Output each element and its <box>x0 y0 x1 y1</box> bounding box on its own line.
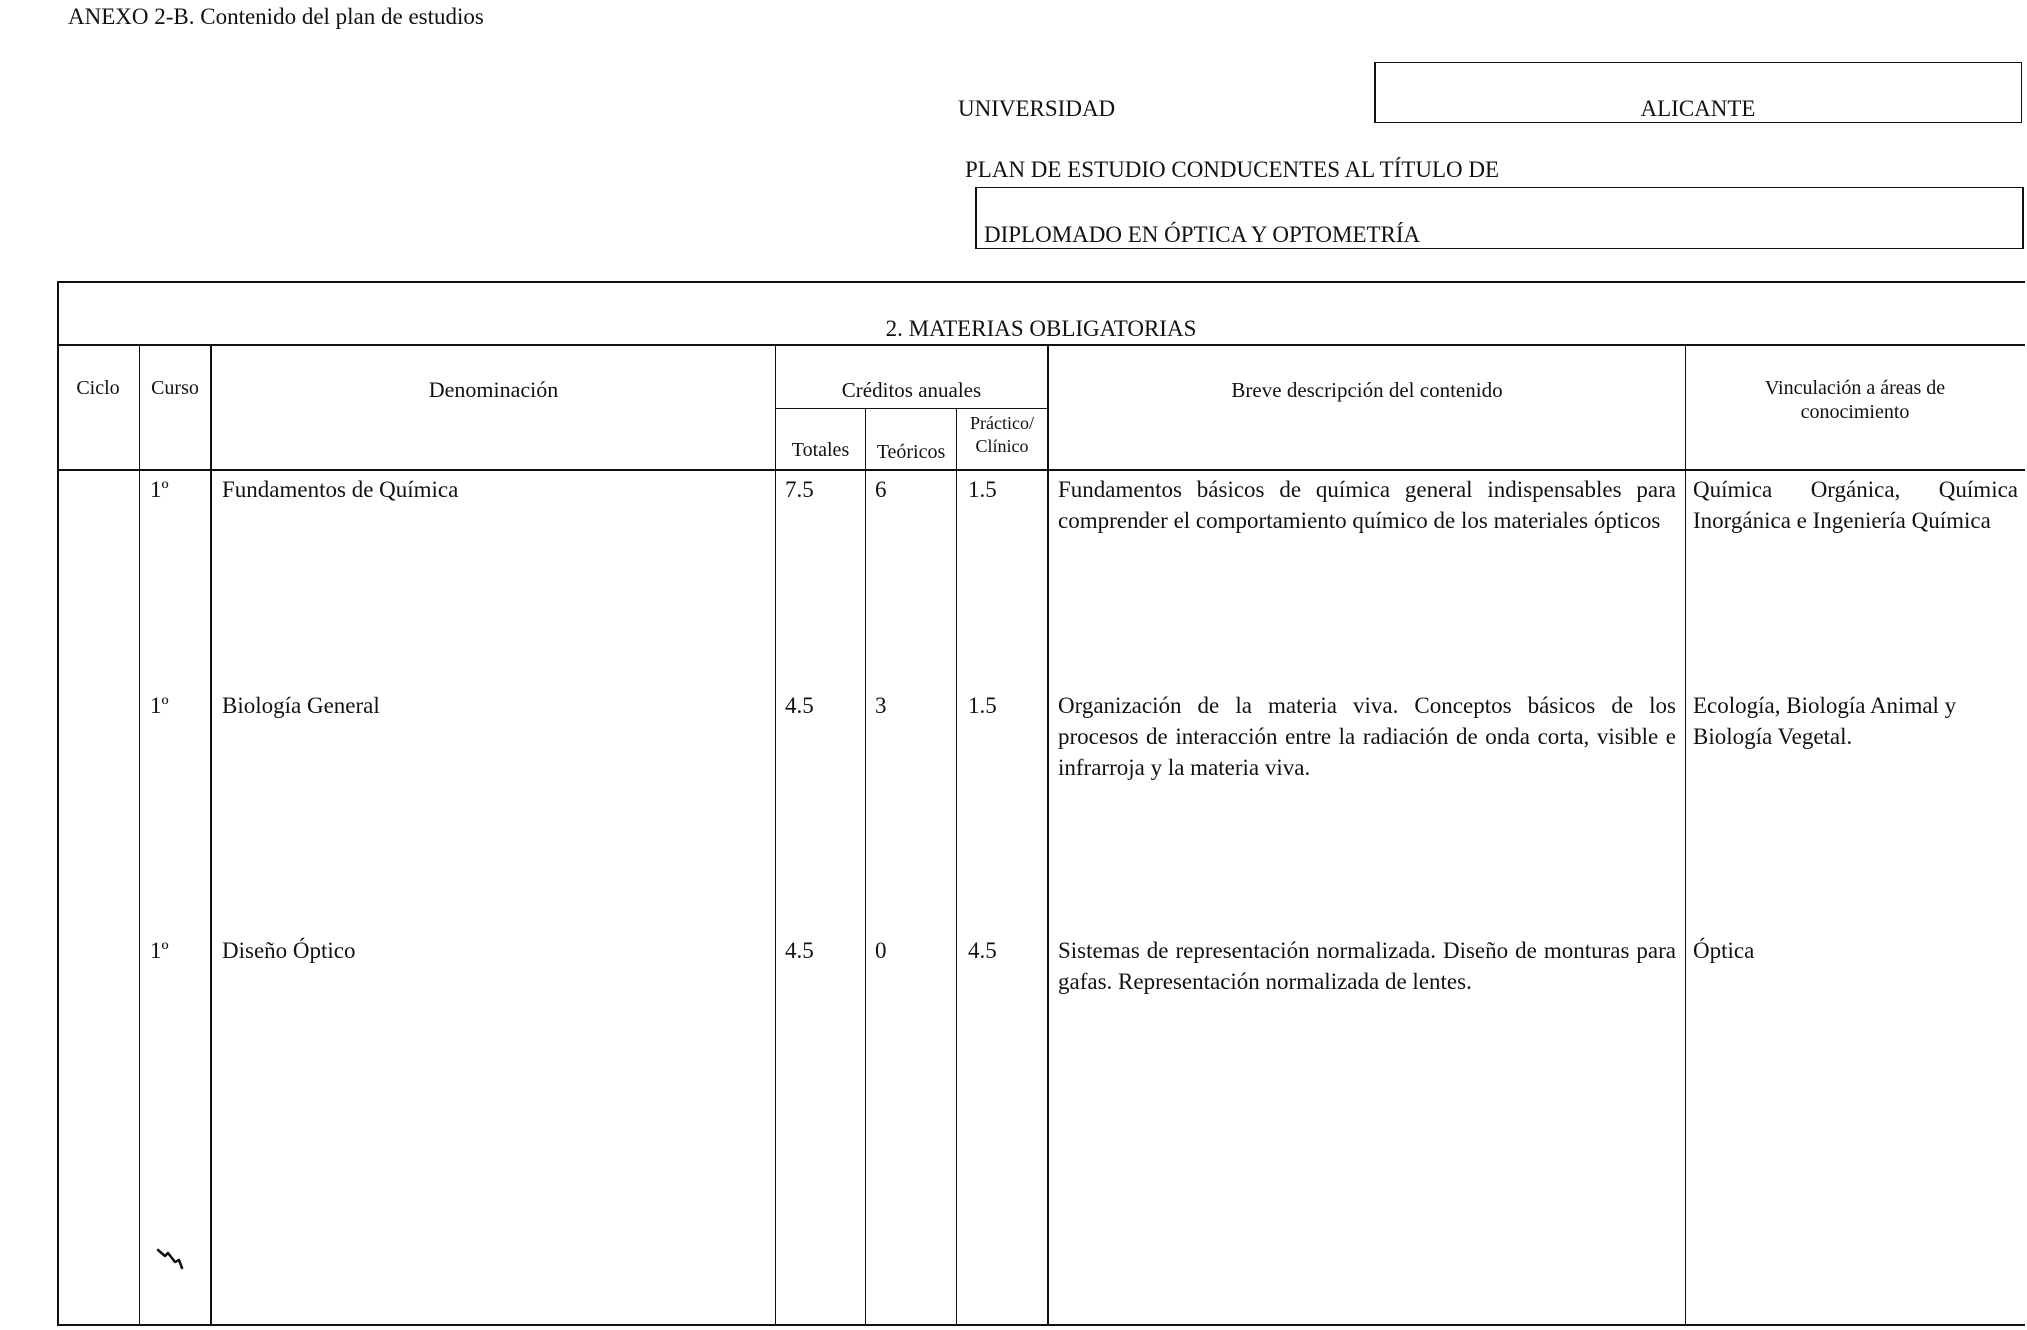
row3-vinculacion: Óptica <box>1693 938 1755 963</box>
handwritten-mark-icon <box>155 1244 185 1274</box>
row3-denominacion: Diseño Óptico <box>222 938 356 963</box>
row2-curso: 1º <box>150 693 169 718</box>
university-value: ALICANTE <box>1640 96 1756 121</box>
row1-curso: 1º <box>150 477 169 502</box>
header-vinculacion: Vinculación a áreas de conocimiento <box>1764 377 1946 423</box>
row2-descripcion: Organización de la materia viva. Conceptos básicos de los procesos de interacción entre la radiación de onda corta, visible e infrarroja y la materia viva. <box>1058 693 1676 780</box>
row3-practico: 4.5 <box>968 938 997 963</box>
row2-vinculacion: Ecología, Biología Animal y Biología Vegetal. <box>1693 693 1957 749</box>
row3-totales: 4.5 <box>785 938 814 963</box>
table-bottom-border <box>57 1324 2025 1326</box>
degree-title: DIPLOMADO EN ÓPTICA Y OPTOMETRÍA <box>984 222 1421 247</box>
plan-label: PLAN DE ESTUDIO CONDUCENTES AL TÍTULO DE <box>965 157 1500 182</box>
row2-practico: 1.5 <box>968 693 997 718</box>
column-divider-teoricos <box>956 408 957 1326</box>
row1-practico: 1.5 <box>968 477 997 502</box>
column-divider-denominacion <box>775 344 776 1326</box>
row2-totales: 4.5 <box>785 693 814 718</box>
row1-teoricos: 6 <box>875 477 887 502</box>
column-divider-descripcion <box>1685 344 1686 1326</box>
row2-teoricos: 3 <box>875 693 887 718</box>
header-creditos: Créditos anuales <box>841 378 982 402</box>
row3-curso: 1º <box>150 938 169 963</box>
column-divider-totales <box>865 408 866 1326</box>
header-ciclo: Ciclo <box>76 377 120 399</box>
section-title: 2. MATERIAS OBLIGATORIAS <box>885 316 1197 341</box>
row3-descripcion: Sistemas de representación normalizada. Diseño de monturas para gafas. Representación normalizada de lentes. <box>1058 938 1676 994</box>
header-teoricos: Teóricos <box>876 441 946 463</box>
row1-denominacion: Fundamentos de Química <box>222 477 459 502</box>
header-descripcion: Breve descripción del contenido <box>1231 378 1503 402</box>
row3-teoricos: 0 <box>875 938 887 963</box>
row2-denominacion: Biología General <box>222 693 380 718</box>
university-label: UNIVERSIDAD <box>958 96 1116 121</box>
header-practico: Práctico/ Clínico <box>970 413 1034 456</box>
column-divider-ciclo <box>139 344 140 1326</box>
header-denominacion: Denominación <box>428 377 559 402</box>
row1-vinculacion: Química Orgánica, Química Inorgánica e Ingeniería Química <box>1693 477 2018 533</box>
header-totales: Totales <box>791 439 850 461</box>
credits-subheader-divider <box>775 408 1048 409</box>
section-title-divider <box>57 344 2025 346</box>
column-divider-creditos <box>1047 344 1049 1326</box>
header-bottom-divider <box>57 469 2025 471</box>
column-divider-curso <box>210 344 212 1326</box>
annex-heading: ANEXO 2-B. Contenido del plan de estudios <box>68 4 484 29</box>
header-curso: Curso <box>151 377 199 399</box>
row1-totales: 7.5 <box>785 477 814 502</box>
row1-descripcion: Fundamentos básicos de química general indispensables para comprender el comportamiento químico de los materiales ópticos <box>1058 477 1676 533</box>
